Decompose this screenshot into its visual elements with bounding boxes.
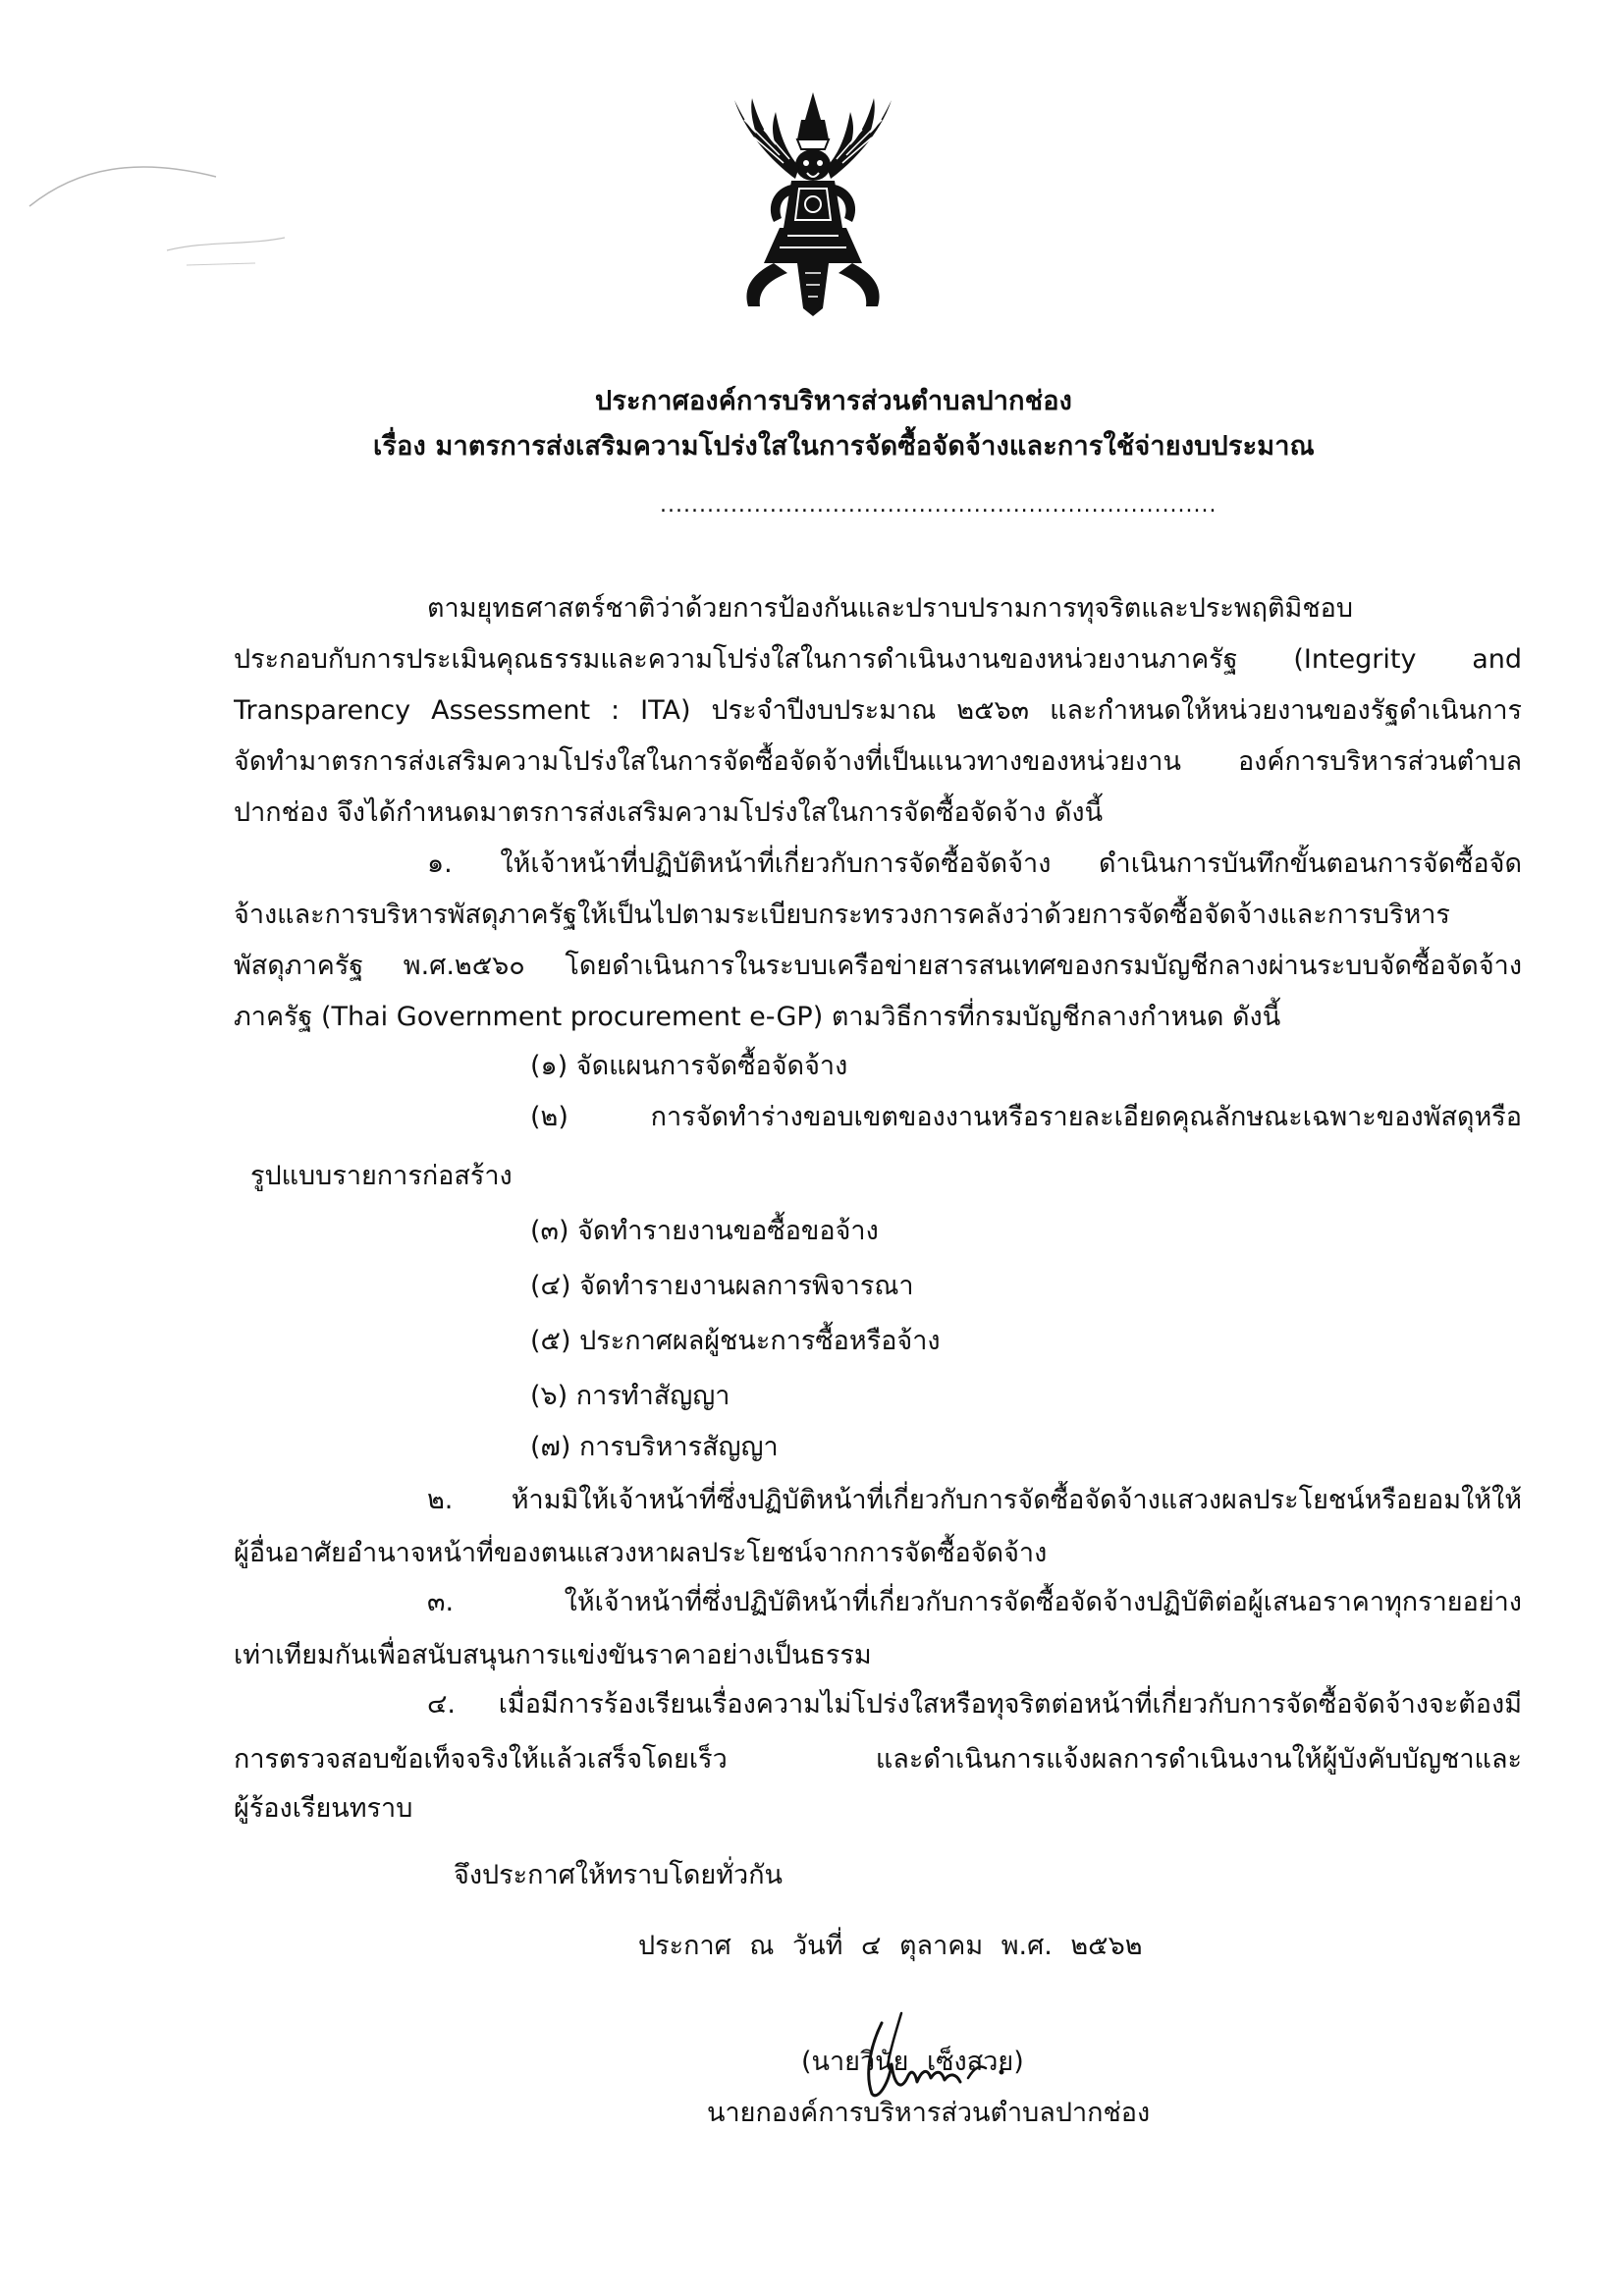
subitem-1: (๑) จัดแผนการจัดซื้อจัดจ้าง xyxy=(530,1051,848,1081)
announcement-date: ประกาศ ณ วันที่ ๔ ตุลาคม พ.ศ. ๒๕๖๒ xyxy=(638,1931,1143,1961)
subitem-2-continued: รูปแบบรายการก่อสร้าง xyxy=(250,1161,513,1191)
signer-position: นายกองค์การบริหารส่วนตำบลปากช่อง xyxy=(707,2098,1151,2128)
title-separator: ....................................................................... xyxy=(660,493,1217,518)
item1-line-4: ภาครัฐ (Thai Government procurement e-GP) ตามวิธีการที่กรมบัญชีกลางกำหนด ดังนี้ xyxy=(234,1002,1281,1032)
item4-line-3: ผู้ร้องเรียนทราบ xyxy=(234,1793,413,1824)
subitem-6: (๖) การทำสัญญา xyxy=(530,1381,730,1411)
document-subject: เรื่อง มาตรการส่งเสริมความโปร่งใสในการจัดซื้อจัดจ้างและการใช้จ่ายงบประมาณ xyxy=(373,431,1315,462)
item1-line-2: จ้างและการบริหารพัสดุภาครัฐให้เป็นไปตามระเบียบกระทรวงการคลังว่าด้วยการจัดซื้อจัดจ้างและการบริหาร xyxy=(234,900,1450,930)
item1-line-3: พัสดุภาครัฐ พ.ศ.๒๕๖๐ โดยดำเนินการในระบบเครือข่ายสารสนเทศของกรมบัญชีกลางผ่านระบบจัดซื้อจัดจ้าง xyxy=(234,951,1522,981)
intro-line-3: Transparency Assessment : ITA) ประจำปีงบประมาณ ๒๕๖๓ และกำหนดให้หน่วยงานของรัฐดำเนินการ xyxy=(234,695,1522,726)
item3-line-2: เท่าเทียมกันเพื่อสนับสนุนการแข่งขันราคาอย่างเป็นธรรม xyxy=(234,1640,872,1670)
intro-line-1: ตามยุทธศาสตร์ชาติว่าด้วยการป้องกันและปราบปรามการทุจริตและประพฤติมิชอบ xyxy=(427,593,1354,624)
item3-line-1: ๓. ให้เจ้าหน้าที่ซึ่งปฏิบัติหน้าที่เกี่ยวกับการจัดซื้อจัดจ้างปฏิบัติต่อผู้เสนอราคาทุกรายอย่าง xyxy=(427,1587,1522,1617)
item4-line-2: การตรวจสอบข้อเท็จจริงให้แล้วเสร็จโดยเร็ว และดำเนินการแจ้งผลการดำเนินงานให้ผู้บังคับบัญชาและ xyxy=(234,1744,1522,1775)
intro-line-2: ประกอบกับการประเมินคุณธรรมและความโปร่งใสในการดำเนินงานของหน่วยงานภาครัฐ (Integrity and xyxy=(234,644,1522,675)
subitem-5: (๕) ประกาศผลผู้ชนะการซื้อหรือจ้าง xyxy=(530,1326,941,1356)
subitem-3: (๓) จัดทำรายงานขอซื้อขอจ้าง xyxy=(530,1216,879,1246)
item4-line-1: ๔. เมื่อมีการร้องเรียนเรื่องความไม่โปร่งใสหรือทุจริตต่อหน้าที่เกี่ยวกับการจัดซื้อจัดจ้างจะต้องมี xyxy=(427,1689,1522,1720)
item2-line-1: ๒. ห้ามมิให้เจ้าหน้าที่ซึ่งปฏิบัติหน้าที่เกี่ยวกับการจัดซื้อจัดจ้างแสวงผลประโยชน์หรือยอมให้ให้ xyxy=(427,1485,1522,1515)
subitem-7: (๗) การบริหารสัญญา xyxy=(530,1432,779,1462)
subitem-4: (๔) จัดทำรายงานผลการพิจารณา xyxy=(530,1271,914,1301)
intro-line-5: ปากช่อง จึงได้กำหนดมาตรการส่งเสริมความโปร่งใสในการจัดซื้อจัดจ้าง ดังนี้ xyxy=(234,797,1104,828)
item1-line-1: ๑. ให้เจ้าหน้าที่ปฏิบัติหน้าที่เกี่ยวกับการจัดซื้อจัดจ้าง ดำเนินการบันทึกขั้นตอนการจัดซื้อจัด xyxy=(427,848,1522,879)
closing-statement: จึงประกาศให้ทราบโดยทั่วกัน xyxy=(454,1860,783,1890)
subitem-2: (๒) การจัดทำร่างขอบเขตของงานหรือรายละเอียดคุณลักษณะเฉพาะของพัสดุหรือ xyxy=(530,1102,1522,1132)
scan-artifact xyxy=(20,147,295,285)
item2-line-2: ผู้อื่นอาศัยอำนาจหน้าที่ของตนแสวงหาผลประโยชน์จากการจัดซื้อจัดจ้าง xyxy=(234,1538,1048,1568)
signer-name: (นายวินัย เซ็งสวย) xyxy=(801,2047,1024,2077)
intro-line-4: จัดทำมาตรการส่งเสริมความโปร่งใสในการจัดซื้อจัดจ้างที่เป็นแนวทางของหน่วยงาน องค์การบริหารส่วนตำบล xyxy=(234,746,1522,777)
garuda-emblem-icon xyxy=(715,90,911,318)
document-title: ประกาศองค์การบริหารส่วนตำบลปากช่อง xyxy=(595,386,1073,416)
